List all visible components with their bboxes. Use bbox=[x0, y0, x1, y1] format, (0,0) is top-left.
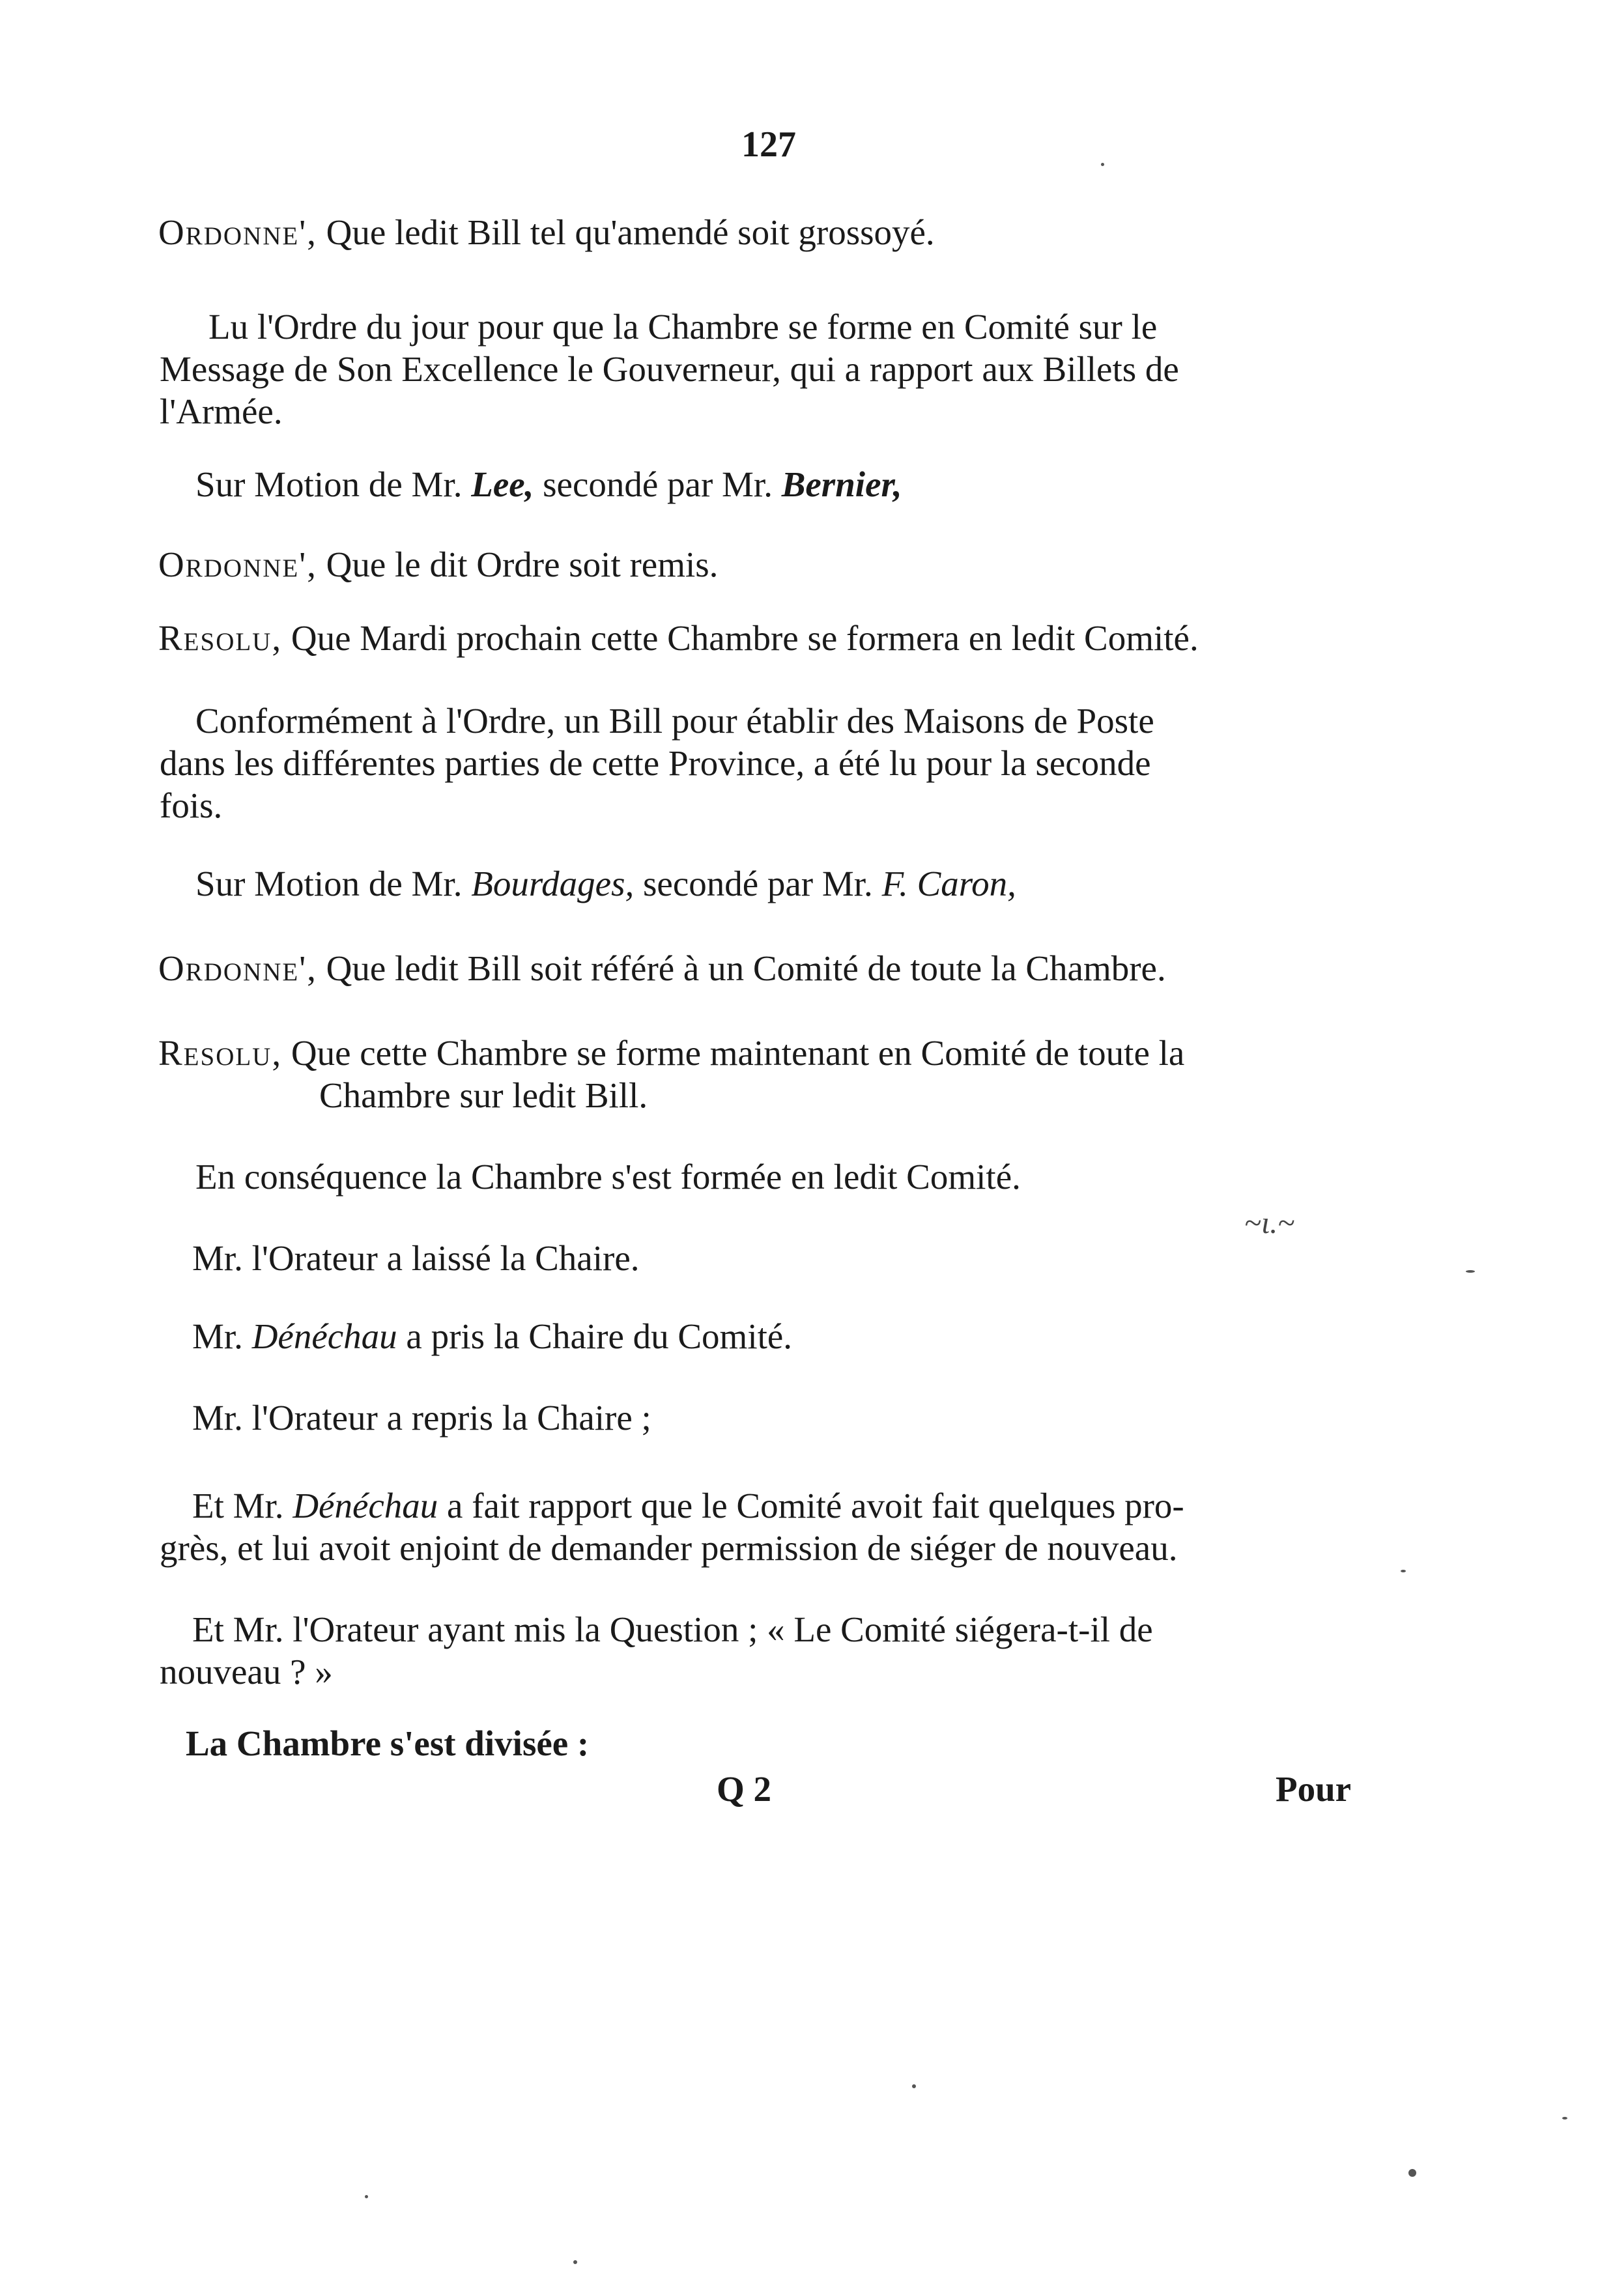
line-resolu-2 bbox=[158, 1032, 1184, 1074]
line-text: a pris la Chaire du Comité. bbox=[406, 1316, 793, 1356]
paragraph-line: Conformément à l'Ordre, un Bill pour établir des Maisons de Poste bbox=[195, 701, 1154, 741]
speck bbox=[365, 2195, 368, 2198]
line-text: a fait rapport que le Comité avoit fait quelques pro- bbox=[447, 1486, 1184, 1525]
line-text: Que ledit Bill soit référé à un Comité de toute la Chambre. bbox=[326, 948, 1166, 988]
line-text: secondé par Mr. bbox=[643, 864, 873, 903]
paragraph-line: Mr. l'Orateur a laissé la Chaire. bbox=[192, 1238, 640, 1278]
paragraph-line: Message de Son Excellence le Gouverneur, qui a rapport aux Billets de bbox=[160, 349, 1179, 389]
chair-line bbox=[192, 1316, 792, 1357]
line-text: Que Mardi prochain cette Chambre se formera en ledit Comité. bbox=[291, 618, 1199, 658]
line-text: Que ledit Bill tel qu'amendé soit grossoyé. bbox=[326, 212, 935, 252]
signature-mark: Q 2 bbox=[717, 1769, 772, 1809]
line-text: Mr. bbox=[192, 1316, 243, 1356]
speck bbox=[912, 2084, 916, 2088]
catchword: Pour bbox=[1276, 1769, 1352, 1809]
line-ordonne-3 bbox=[158, 948, 1166, 989]
line-text: Que le dit Ordre soit remis. bbox=[326, 545, 719, 584]
speck bbox=[1562, 2117, 1567, 2119]
ordonne-label: Ordonne', bbox=[158, 545, 317, 584]
member-name: Dénéchau bbox=[251, 1316, 397, 1356]
line-text: Que cette Chambre se forme maintenant en Comité de toute la bbox=[291, 1033, 1185, 1073]
resolu-label: Resolu, bbox=[158, 618, 283, 658]
speck bbox=[1466, 1270, 1475, 1273]
member-name: Bourdages, bbox=[471, 864, 635, 903]
paragraph-line: grès, et lui avoit enjoint de demander permission de siéger de nouveau. bbox=[160, 1528, 1178, 1568]
speck bbox=[1408, 2169, 1416, 2177]
paragraph-line: l'Armée. bbox=[160, 391, 283, 431]
paragraph-line: En conséquence la Chambre s'est formée en ledit Comité. bbox=[195, 1157, 1021, 1197]
line-text: Et Mr. bbox=[192, 1486, 284, 1525]
line-text: secondé par Mr. bbox=[543, 464, 773, 504]
member-name: Dénéchau bbox=[293, 1486, 438, 1525]
paragraph-line: dans les différentes parties de cette Province, a été lu pour la seconde bbox=[160, 743, 1151, 783]
resolu-label: Resolu, bbox=[158, 1033, 283, 1073]
paragraph-line: Chambre sur ledit Bill. bbox=[319, 1075, 648, 1115]
paragraph-line: Et Mr. l'Orateur ayant mis la Question ; « Le Comité siégera-t-il de bbox=[192, 1609, 1153, 1649]
speck bbox=[1101, 163, 1104, 166]
member-name: Bernier, bbox=[781, 464, 902, 504]
member-name: F. Caron, bbox=[881, 864, 1016, 903]
motion-line-1 bbox=[195, 464, 902, 505]
ordonne-label: Ordonne', bbox=[158, 212, 317, 252]
ink-smudge: ~ɩ.~ bbox=[1244, 1206, 1295, 1240]
paragraph-line: La Chambre s'est divisée : bbox=[186, 1723, 590, 1763]
paragraph-line: Lu l'Ordre du jour pour que la Chambre se forme en Comité sur le bbox=[208, 307, 1158, 347]
line-ordonne-2 bbox=[158, 544, 718, 586]
line-text: Sur Motion de Mr. bbox=[195, 464, 463, 504]
paragraph-line: Mr. l'Orateur a repris la Chaire ; bbox=[192, 1398, 651, 1438]
speck bbox=[573, 2260, 577, 2264]
member-name: Lee, bbox=[471, 464, 534, 504]
line-resolu-1 bbox=[158, 617, 1199, 659]
line-text: Sur Motion de Mr. bbox=[195, 864, 463, 903]
speck bbox=[1401, 1570, 1406, 1572]
paragraph-line: nouveau ? » bbox=[160, 1652, 333, 1692]
page-number: 127 bbox=[741, 124, 796, 165]
ordonne-label: Ordonne', bbox=[158, 948, 317, 988]
line-ordonne-1 bbox=[158, 212, 935, 253]
paragraph-line: fois. bbox=[160, 786, 223, 825]
report-line bbox=[192, 1485, 1184, 1527]
motion-line-2 bbox=[195, 863, 1016, 905]
